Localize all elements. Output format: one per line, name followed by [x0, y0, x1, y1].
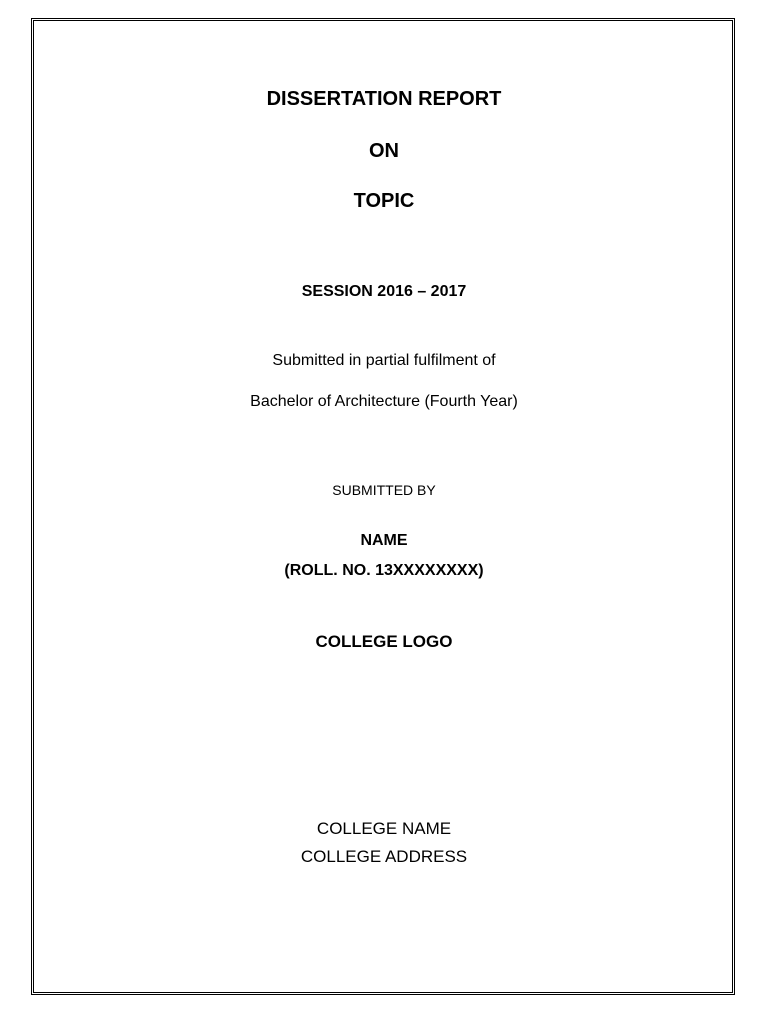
student-name: NAME [360, 532, 408, 549]
report-title-on: ON [369, 140, 399, 162]
degree-text: Bachelor of Architecture (Fourth Year) [250, 393, 518, 410]
submission-purpose: Submitted in partial fulfilment of [272, 352, 496, 369]
session-text: SESSION 2016 – 2017 [301, 283, 467, 300]
college-logo-placeholder: COLLEGE LOGO [315, 632, 453, 651]
college-address: COLLEGE ADDRESS [300, 847, 468, 866]
submitted-by-label: SUBMITTED BY [332, 482, 436, 498]
roll-number: (ROLL. NO. 13XXXXXXXX) [284, 562, 484, 579]
college-name: COLLEGE NAME [316, 819, 452, 838]
report-topic: TOPIC [353, 190, 415, 212]
report-title: DISSERTATION REPORT [266, 88, 502, 110]
